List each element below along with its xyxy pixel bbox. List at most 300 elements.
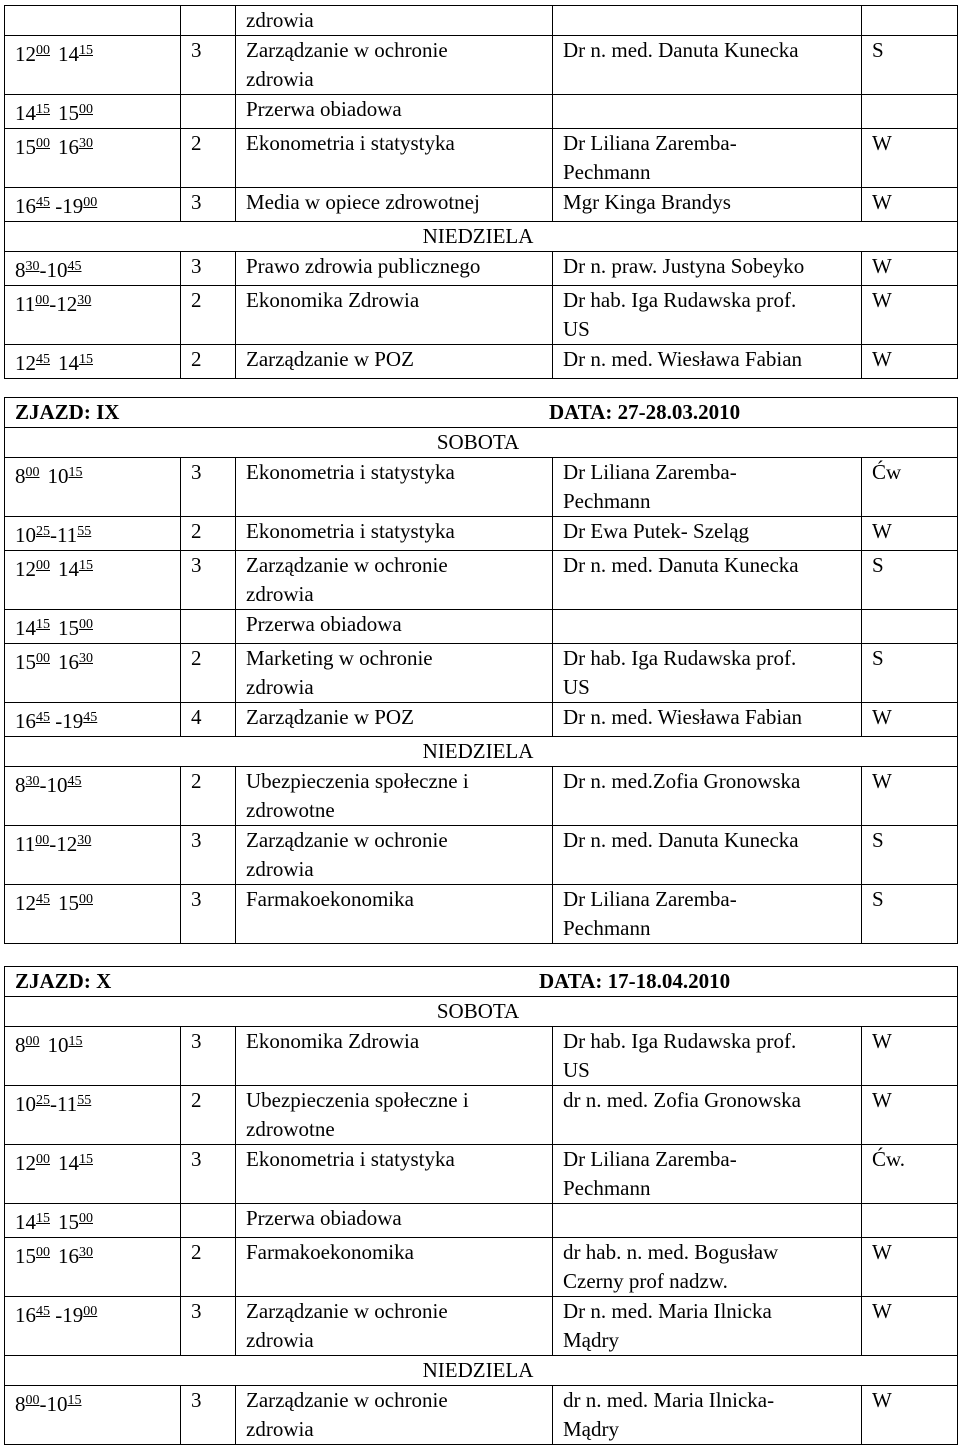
- time-hour: 16: [15, 194, 36, 218]
- hours-cell: 2: [181, 644, 236, 703]
- time-minute: 00: [83, 195, 98, 210]
- time-hour: 19: [62, 194, 84, 218]
- hours-cell: 3: [181, 252, 236, 286]
- lecturer-line: Dr hab. Iga Rudawska prof.: [563, 646, 797, 670]
- time-hour: 12: [15, 1151, 36, 1175]
- break-label: Przerwa obiadowa: [246, 1206, 402, 1230]
- subject-line-2: zdrowia: [246, 1328, 314, 1352]
- schedule-row: [5, 286, 958, 345]
- time-separator: -: [50, 194, 63, 218]
- form-cell: W: [862, 1027, 958, 1086]
- subject-cell: [236, 644, 553, 703]
- time-separator: [50, 99, 58, 128]
- time-cell: [5, 644, 181, 703]
- schedule-row: [5, 1027, 958, 1086]
- lecturer-line-2: US: [563, 1058, 590, 1082]
- time-hour: 8: [15, 1392, 26, 1416]
- form-cell: S: [862, 826, 958, 885]
- lecturer-line-2: US: [563, 675, 590, 699]
- schedule-row: [5, 1386, 958, 1445]
- form-cell: W: [862, 1086, 958, 1145]
- subject-cell: [236, 1204, 553, 1238]
- time-range: [15, 1244, 93, 1268]
- break-row: [5, 1204, 958, 1238]
- time-range: [15, 42, 93, 66]
- time-minute: 45: [67, 774, 82, 789]
- schedule-row: [5, 188, 958, 222]
- lecturer-line-2: Pechmann: [563, 1176, 651, 1200]
- subject-line: Ubezpieczenia społeczne i: [246, 769, 469, 793]
- time-cell: [5, 1145, 181, 1204]
- schedule-row: [5, 826, 958, 885]
- time-minute: 00: [83, 1304, 98, 1319]
- time-hour: 15: [58, 101, 79, 125]
- time-hour: 10: [46, 258, 68, 282]
- hours-cell: [181, 610, 236, 644]
- lecturer-cell: [553, 517, 862, 551]
- subject-cell: [236, 767, 553, 826]
- hours-cell: 2: [181, 129, 236, 188]
- subject-line: Zarządzanie w POZ: [246, 347, 414, 371]
- subject-line: Ekonometria i statystyka: [246, 1147, 455, 1171]
- time-range: [15, 135, 93, 159]
- time-range: [15, 194, 97, 218]
- subject-line: Ekonometria i statystyka: [246, 460, 455, 484]
- time-range: [15, 557, 93, 581]
- break-row: [5, 610, 958, 644]
- subject-cell: [236, 252, 553, 286]
- time-hour: 19: [62, 709, 84, 733]
- subject-line-2: zdrowia: [246, 675, 314, 699]
- time-cell: [5, 6, 181, 36]
- time-separator: [40, 462, 48, 491]
- time-hour: 11: [57, 1092, 78, 1116]
- subject-cell: [236, 6, 553, 36]
- time-separator: -: [39, 773, 47, 797]
- time-minute: 15: [36, 102, 50, 117]
- time-minute: 45: [36, 352, 50, 367]
- form-cell: [862, 95, 958, 129]
- subject-line: Ekonomika Zdrowia: [246, 288, 420, 312]
- subject-line: Zarządzanie w POZ: [246, 705, 414, 729]
- lecturer-line: Dr n. med. Maria Ilnicka: [563, 1299, 772, 1323]
- time-separator: -: [49, 832, 57, 856]
- time-hour: 10: [15, 523, 36, 547]
- time-range: [15, 650, 93, 674]
- lecturer-cell: [553, 6, 862, 36]
- time-hour: 16: [58, 135, 79, 159]
- zjazd-header-cell: [5, 967, 958, 997]
- time-cell: [5, 1204, 181, 1238]
- time-cell: [5, 286, 181, 345]
- subject-cell: [236, 826, 553, 885]
- time-separator: [50, 889, 58, 918]
- lecturer-cell: [553, 1297, 862, 1356]
- form-cell: W: [862, 188, 958, 222]
- time-range: [15, 523, 91, 547]
- time-minute: 45: [83, 710, 98, 725]
- time-minute: 00: [79, 892, 93, 907]
- subject-line: Ekonomika Zdrowia: [246, 1029, 420, 1053]
- time-cell: [5, 703, 181, 737]
- form-cell: Ćw.: [862, 1145, 958, 1204]
- time-range: [15, 101, 93, 125]
- day-header-row: [5, 997, 958, 1027]
- subject-line: Zarządzanie w ochronie: [246, 828, 448, 852]
- time-range: [15, 1210, 93, 1234]
- hours-cell: [181, 6, 236, 36]
- time-hour: 10: [46, 1392, 68, 1416]
- subject-line-2: zdrowia: [246, 1417, 314, 1441]
- form-cell: W: [862, 517, 958, 551]
- lecturer-line-2: Pechmann: [563, 916, 651, 940]
- subject-line: Farmakoekonomika: [246, 1240, 414, 1264]
- zjazd-label: ZJAZD: IX: [15, 400, 120, 424]
- schedule-row: [5, 644, 958, 703]
- hours-cell: 4: [181, 703, 236, 737]
- time-minute: 15: [68, 465, 83, 480]
- lecturer-cell: [553, 286, 862, 345]
- subject-cell: [236, 129, 553, 188]
- subject-line: Ekonometria i statystyka: [246, 131, 455, 155]
- time-separator: [40, 1031, 48, 1060]
- form-cell: W: [862, 1386, 958, 1445]
- time-minute: 30: [79, 136, 93, 151]
- schedule-row: [5, 1297, 958, 1356]
- lecturer-cell: [553, 551, 862, 610]
- hours-cell: 3: [181, 551, 236, 610]
- lecturer-line-2: Mądry: [563, 1417, 619, 1441]
- subject-cell: [236, 885, 553, 944]
- time-cell: [5, 345, 181, 379]
- schedule-row: [5, 703, 958, 737]
- time-hour: 15: [15, 1244, 36, 1268]
- subject-cell: [236, 1027, 553, 1086]
- time-minute: 45: [36, 195, 50, 210]
- schedule-row: [5, 6, 958, 36]
- day-header-row: [5, 1356, 958, 1386]
- time-hour: 12: [56, 832, 78, 856]
- lecturer-line: Dr n. med.Zofia Gronowska: [563, 769, 801, 793]
- day-label: NIEDZIELA: [5, 737, 958, 767]
- time-cell: [5, 885, 181, 944]
- time-range: [15, 832, 91, 856]
- hours-cell: 2: [181, 1238, 236, 1297]
- time-cell: [5, 1027, 181, 1086]
- time-range: [15, 709, 97, 733]
- zjazd-date: DATA: 27-28.03.2010: [549, 400, 741, 424]
- time-minute: 00: [79, 1211, 93, 1226]
- subject-cell: [236, 458, 553, 517]
- time-hour: 16: [15, 1303, 36, 1327]
- lecturer-line: Dr n. praw. Justyna Sobeyko: [563, 254, 805, 278]
- time-minute: 00: [79, 102, 93, 117]
- time-separator: [50, 1242, 58, 1271]
- form-cell: W: [862, 1238, 958, 1297]
- lecturer-line-2: Mądry: [563, 1328, 619, 1352]
- time-minute: 15: [36, 1211, 50, 1226]
- lecturer-cell: [553, 703, 862, 737]
- time-cell: [5, 1297, 181, 1356]
- time-minute: 15: [79, 558, 93, 573]
- form-cell: [862, 610, 958, 644]
- time-minute: 00: [79, 617, 93, 632]
- time-minute: 00: [25, 1393, 40, 1408]
- time-minute: 00: [36, 651, 50, 666]
- subject-line: Zarządzanie w ochronie: [246, 1299, 448, 1323]
- time-cell: [5, 517, 181, 551]
- hours-cell: 3: [181, 1297, 236, 1356]
- lecturer-cell: [553, 252, 862, 286]
- time-hour: 16: [58, 650, 79, 674]
- subject-line: Farmakoekonomika: [246, 887, 414, 911]
- zjazd-header-cell: [5, 398, 958, 428]
- time-minute: 00: [25, 465, 40, 480]
- schedule-row: [5, 551, 958, 610]
- time-hour: 11: [57, 523, 78, 547]
- time-hour: 8: [15, 1033, 26, 1057]
- time-minute: 00: [36, 136, 50, 151]
- day-label: NIEDZIELA: [5, 222, 958, 252]
- form-cell: W: [862, 767, 958, 826]
- time-hour: 14: [15, 616, 36, 640]
- time-hour: 12: [56, 292, 78, 316]
- time-hour: 16: [15, 709, 36, 733]
- subject-cell: [236, 286, 553, 345]
- lecturer-line: Dr Liliana Zaremba-: [563, 131, 737, 155]
- time-hour: 14: [15, 101, 36, 125]
- time-minute: 30: [79, 651, 93, 666]
- day-label: SOBOTA: [5, 428, 958, 458]
- lecturer-line: Dr n. med. Danuta Kunecka: [563, 828, 799, 852]
- time-separator: [50, 349, 58, 378]
- form-cell: S: [862, 36, 958, 95]
- hours-cell: 3: [181, 188, 236, 222]
- break-label: Przerwa obiadowa: [246, 97, 402, 121]
- time-range: [15, 616, 93, 640]
- time-range: [15, 1303, 97, 1327]
- time-range: [15, 351, 93, 375]
- hours-cell: 2: [181, 517, 236, 551]
- time-hour: 10: [46, 773, 68, 797]
- subject-line-2: zdrowia: [246, 67, 314, 91]
- schedule-row: [5, 767, 958, 826]
- lecturer-line: dr hab. n. med. Bogusław: [563, 1240, 779, 1264]
- time-minute: 55: [77, 1093, 92, 1108]
- schedule-row: [5, 1238, 958, 1297]
- schedule-row: [5, 129, 958, 188]
- time-range: [15, 773, 82, 797]
- subject-cell: [236, 551, 553, 610]
- schedule-row: [5, 1086, 958, 1145]
- lecturer-line: Dr n. med. Wiesława Fabian: [563, 347, 803, 371]
- zjazd-header: [5, 967, 958, 997]
- lecturer-cell: [553, 767, 862, 826]
- time-minute: 00: [25, 1034, 40, 1049]
- time-cell: [5, 826, 181, 885]
- time-minute: 30: [77, 293, 92, 308]
- time-separator: -: [39, 1392, 47, 1416]
- day-label: SOBOTA: [5, 997, 958, 1027]
- lecturer-cell: [553, 826, 862, 885]
- subject-line-2: zdrowotne: [246, 798, 335, 822]
- hours-cell: 2: [181, 1086, 236, 1145]
- time-hour: 12: [15, 557, 36, 581]
- time-range: [15, 1033, 83, 1057]
- time-range: [15, 464, 83, 488]
- time-minute: 15: [79, 1152, 93, 1167]
- hours-cell: 2: [181, 767, 236, 826]
- lecturer-cell: [553, 1027, 862, 1086]
- lecturer-line-2: Czerny prof nadzw.: [563, 1269, 728, 1293]
- hours-cell: [181, 95, 236, 129]
- time-separator: -: [50, 1092, 57, 1116]
- form-cell: W: [862, 345, 958, 379]
- zjazd-label: ZJAZD: X: [15, 969, 112, 993]
- time-minute: 45: [36, 710, 50, 725]
- schedule-row: [5, 885, 958, 944]
- time-separator: [50, 555, 58, 584]
- time-minute: 00: [35, 833, 50, 848]
- subject-line: Ubezpieczenia społeczne i: [246, 1088, 469, 1112]
- zjazd-header: [5, 398, 958, 428]
- time-hour: 11: [15, 292, 36, 316]
- hours-cell: 2: [181, 345, 236, 379]
- time-hour: 15: [58, 616, 79, 640]
- lecturer-line: Dr Liliana Zaremba-: [563, 1147, 737, 1171]
- schedule-row: [5, 517, 958, 551]
- lecturer-cell: [553, 610, 862, 644]
- lecturer-cell: [553, 1238, 862, 1297]
- schedule-row: [5, 1145, 958, 1204]
- lecturer-cell: [553, 458, 862, 517]
- time-cell: [5, 36, 181, 95]
- schedule-row: [5, 345, 958, 379]
- time-minute: 30: [79, 1245, 93, 1260]
- form-cell: [862, 6, 958, 36]
- lecturer-cell: [553, 644, 862, 703]
- lecturer-cell: [553, 188, 862, 222]
- time-hour: 14: [58, 557, 79, 581]
- day-label: NIEDZIELA: [5, 1356, 958, 1386]
- subject-line: Marketing w ochronie: [246, 646, 433, 670]
- lecturer-cell: [553, 1086, 862, 1145]
- subject-cell: [236, 36, 553, 95]
- time-minute: 00: [35, 293, 50, 308]
- time-cell: [5, 1086, 181, 1145]
- time-hour: 12: [15, 351, 36, 375]
- time-minute: 30: [25, 774, 40, 789]
- form-cell: W: [862, 252, 958, 286]
- subject-cell: [236, 1386, 553, 1445]
- subject-line-2: zdrowia: [246, 857, 314, 881]
- form-cell: W: [862, 1297, 958, 1356]
- time-separator: -: [50, 1303, 63, 1327]
- form-cell: [862, 1204, 958, 1238]
- time-hour: 15: [15, 650, 36, 674]
- zjazd-date: DATA: 17-18.04.2010: [539, 969, 731, 993]
- time-hour: 11: [15, 832, 36, 856]
- time-range: [15, 1392, 82, 1416]
- subject-line-2: zdrowia: [246, 582, 314, 606]
- time-minute: 15: [79, 43, 93, 58]
- time-minute: 55: [77, 524, 92, 539]
- time-minute: 30: [25, 259, 40, 274]
- lecturer-line: Dr n. med. Danuta Kunecka: [563, 553, 799, 577]
- form-cell: S: [862, 644, 958, 703]
- lecturer-line-2: Pechmann: [563, 160, 651, 184]
- subject-line-2: zdrowotne: [246, 1117, 335, 1141]
- time-hour: 14: [15, 1210, 36, 1234]
- time-separator: -: [39, 258, 47, 282]
- lecturer-line: Dr n. med. Danuta Kunecka: [563, 38, 799, 62]
- time-minute: 15: [67, 1393, 82, 1408]
- lecturer-line-2: Pechmann: [563, 489, 651, 513]
- time-cell: [5, 551, 181, 610]
- form-cell: W: [862, 129, 958, 188]
- lecturer-line: Dr n. med. Wiesława Fabian: [563, 705, 803, 729]
- hours-cell: 3: [181, 826, 236, 885]
- hours-cell: 3: [181, 885, 236, 944]
- hours-cell: 3: [181, 1386, 236, 1445]
- time-range: [15, 891, 93, 915]
- subject-cell: [236, 1297, 553, 1356]
- lecturer-line: Dr Ewa Putek- Szeląg: [563, 519, 750, 543]
- form-cell: S: [862, 885, 958, 944]
- subject-cell: [236, 345, 553, 379]
- form-cell: S: [862, 551, 958, 610]
- day-header-row: [5, 737, 958, 767]
- subject-line: zdrowia: [246, 8, 314, 32]
- schedule-table: [4, 5, 958, 379]
- hours-cell: 3: [181, 1027, 236, 1086]
- time-hour: 15: [15, 135, 36, 159]
- time-hour: 8: [15, 258, 26, 282]
- subject-cell: [236, 703, 553, 737]
- time-separator: [50, 1149, 58, 1178]
- time-cell: [5, 252, 181, 286]
- subject-cell: [236, 1086, 553, 1145]
- time-hour: 15: [58, 1210, 79, 1234]
- lecturer-line: dr n. med. Zofia Gronowska: [563, 1088, 801, 1112]
- schedule-table: [4, 966, 958, 1445]
- lecturer-line: Dr hab. Iga Rudawska prof.: [563, 288, 797, 312]
- time-separator: -: [50, 709, 63, 733]
- time-hour: 12: [15, 42, 36, 66]
- hours-cell: 3: [181, 458, 236, 517]
- time-separator: [50, 40, 58, 69]
- time-separator: [50, 614, 58, 643]
- time-minute: 45: [36, 892, 50, 907]
- time-cell: [5, 1386, 181, 1445]
- time-hour: 10: [47, 464, 69, 488]
- day-header-row: [5, 428, 958, 458]
- subject-line: Ekonometria i statystyka: [246, 519, 455, 543]
- subject-cell: [236, 610, 553, 644]
- time-hour: 10: [15, 1092, 36, 1116]
- hours-cell: 2: [181, 286, 236, 345]
- time-range: [15, 258, 82, 282]
- time-minute: 45: [67, 259, 82, 274]
- subject-cell: [236, 1145, 553, 1204]
- time-separator: -: [50, 523, 57, 547]
- lecturer-line: Dr hab. Iga Rudawska prof.: [563, 1029, 797, 1053]
- break-label: Przerwa obiadowa: [246, 612, 402, 636]
- time-hour: 10: [47, 1033, 69, 1057]
- lecturer-cell: [553, 885, 862, 944]
- lecturer-cell: [553, 1386, 862, 1445]
- time-cell: [5, 610, 181, 644]
